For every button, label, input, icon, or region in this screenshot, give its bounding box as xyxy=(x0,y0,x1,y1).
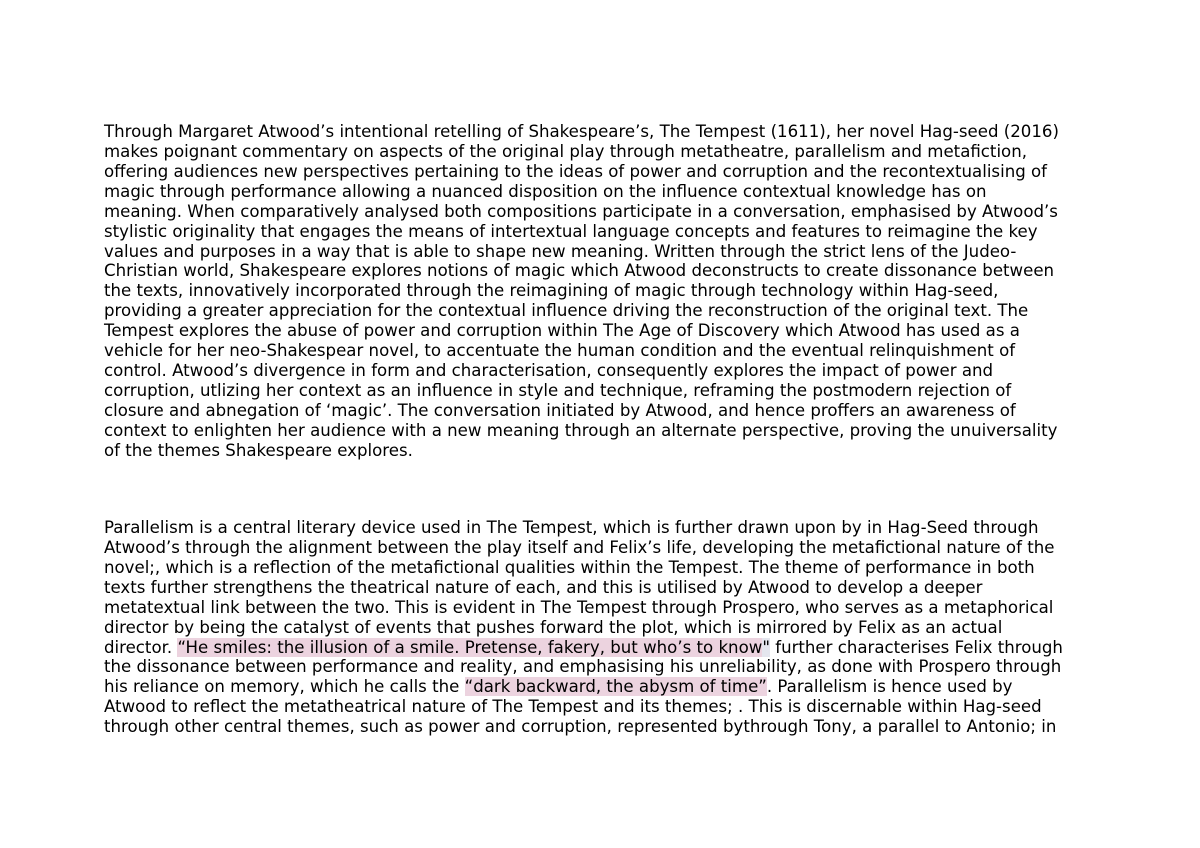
text-line: through other central themes, such as power and corruption, represented bythrough Tony, a parallel to Antonio; in xyxy=(104,717,1057,737)
text-line: director by being the catalyst of events that pushes forward the plot, which is mirrored by Felix as an actual xyxy=(104,617,1003,637)
text-line: Christian world, Shakespeare explores notions of magic which Atwood deconstructs to create dissonance between xyxy=(104,261,1055,281)
text-line: makes poignant commentary on aspects of the original play through metatheatre, parallelism and metafiction, xyxy=(104,141,1027,161)
highlighted-quote: “He smiles: the illusion of a smile. Pretense, fakery, but who’s to know xyxy=(177,637,763,657)
text-line: closure and abnegation of ‘magic’. The conversation initiated by Atwood, and hence proffers an awareness of xyxy=(104,400,1016,420)
text-line: vehicle for her neo-Shakespear novel, to accentuate the human condition and the eventual relinquishment of xyxy=(104,341,1016,361)
text-line: values and purposes in a way that is able to shape new meaning. Written through the strict lens of the Judeo- xyxy=(104,241,1017,261)
text-line: Atwood to reflect the metatheatrical nature of The Tempest and its themes; . This is discernable within Hag-seed xyxy=(104,697,1042,717)
text-run: . Parallelism is hence used by xyxy=(766,677,1013,697)
highlighted-quote: “dark backward, the abysm of time” xyxy=(464,677,767,697)
text-line: metatextual link between the two. This is evident in The Tempest through Prospero, who serves as a metaphorical xyxy=(104,597,1054,617)
text-line: Parallelism is a central literary device used in The Tempest, which is further drawn upon by in Hag-Seed through xyxy=(104,518,1039,537)
paragraph-1 xyxy=(104,122,1104,461)
text-line: texts further strengthens the theatrical nature of each, and this is utilised by Atwood to develop a deeper xyxy=(104,577,983,597)
text-run: director. xyxy=(104,637,178,657)
text-line: Through Margaret Atwood’s intentional retelling of Shakespeare’s, The Tempest (1611), her novel Hag-seed (2016) xyxy=(104,122,1059,141)
text-line: the texts, innovatively incorporated through the reimagining of magic through technology within Hag-seed, xyxy=(104,281,999,301)
text-line: offering audiences new perspectives pertaining to the ideas of power and corruption and the recontextualising of xyxy=(104,161,1048,181)
paragraph-2 xyxy=(104,518,1104,737)
text-line xyxy=(104,677,1104,697)
highlighted-quote-end: " xyxy=(762,637,770,657)
text-line: context to enlighten her audience with a new meaning through an alternate perspective, proving the unuiversality xyxy=(104,420,1058,440)
text-run: further characterises Felix through xyxy=(769,637,1063,657)
text-line: the dissonance between performance and reality, and emphasising his unreliability, as done with Prospero through xyxy=(104,657,1062,677)
text-run: his reliance on memory, which he calls the xyxy=(104,677,465,697)
text-line: meaning. When comparatively analysed both compositions participate in a conversation, emphasised by Atwood’s xyxy=(104,201,1058,221)
text-line: of the themes Shakespeare explores. xyxy=(104,440,413,460)
text-line: corruption, utlizing her context as an influence in style and technique, reframing the postmodern rejection of xyxy=(104,380,1012,400)
text-line: control. Atwood’s divergence in form and characterisation, consequently explores the impact of power and xyxy=(104,361,994,381)
text-line: Atwood’s through the alignment between the play itself and Felix’s life, developing the metafictional nature of the xyxy=(104,537,1055,557)
text-line: novel;, which is a reflection of the metafictional qualities within the Tempest. The theme of performance in both xyxy=(104,557,1035,577)
text-line: Tempest explores the abuse of power and corruption within The Age of Discovery which Atwood has used as a xyxy=(104,321,1020,341)
text-line xyxy=(104,638,1104,658)
text-line: providing a greater appreciation for the contextual influence driving the reconstruction of the original text. The xyxy=(104,301,1029,321)
text-line: magic through performance allowing a nuanced disposition on the influence contextual knowledge has on xyxy=(104,181,987,201)
text-line: stylistic originality that engages the means of intertextual language concepts and features to reimagine the key xyxy=(104,221,1038,241)
